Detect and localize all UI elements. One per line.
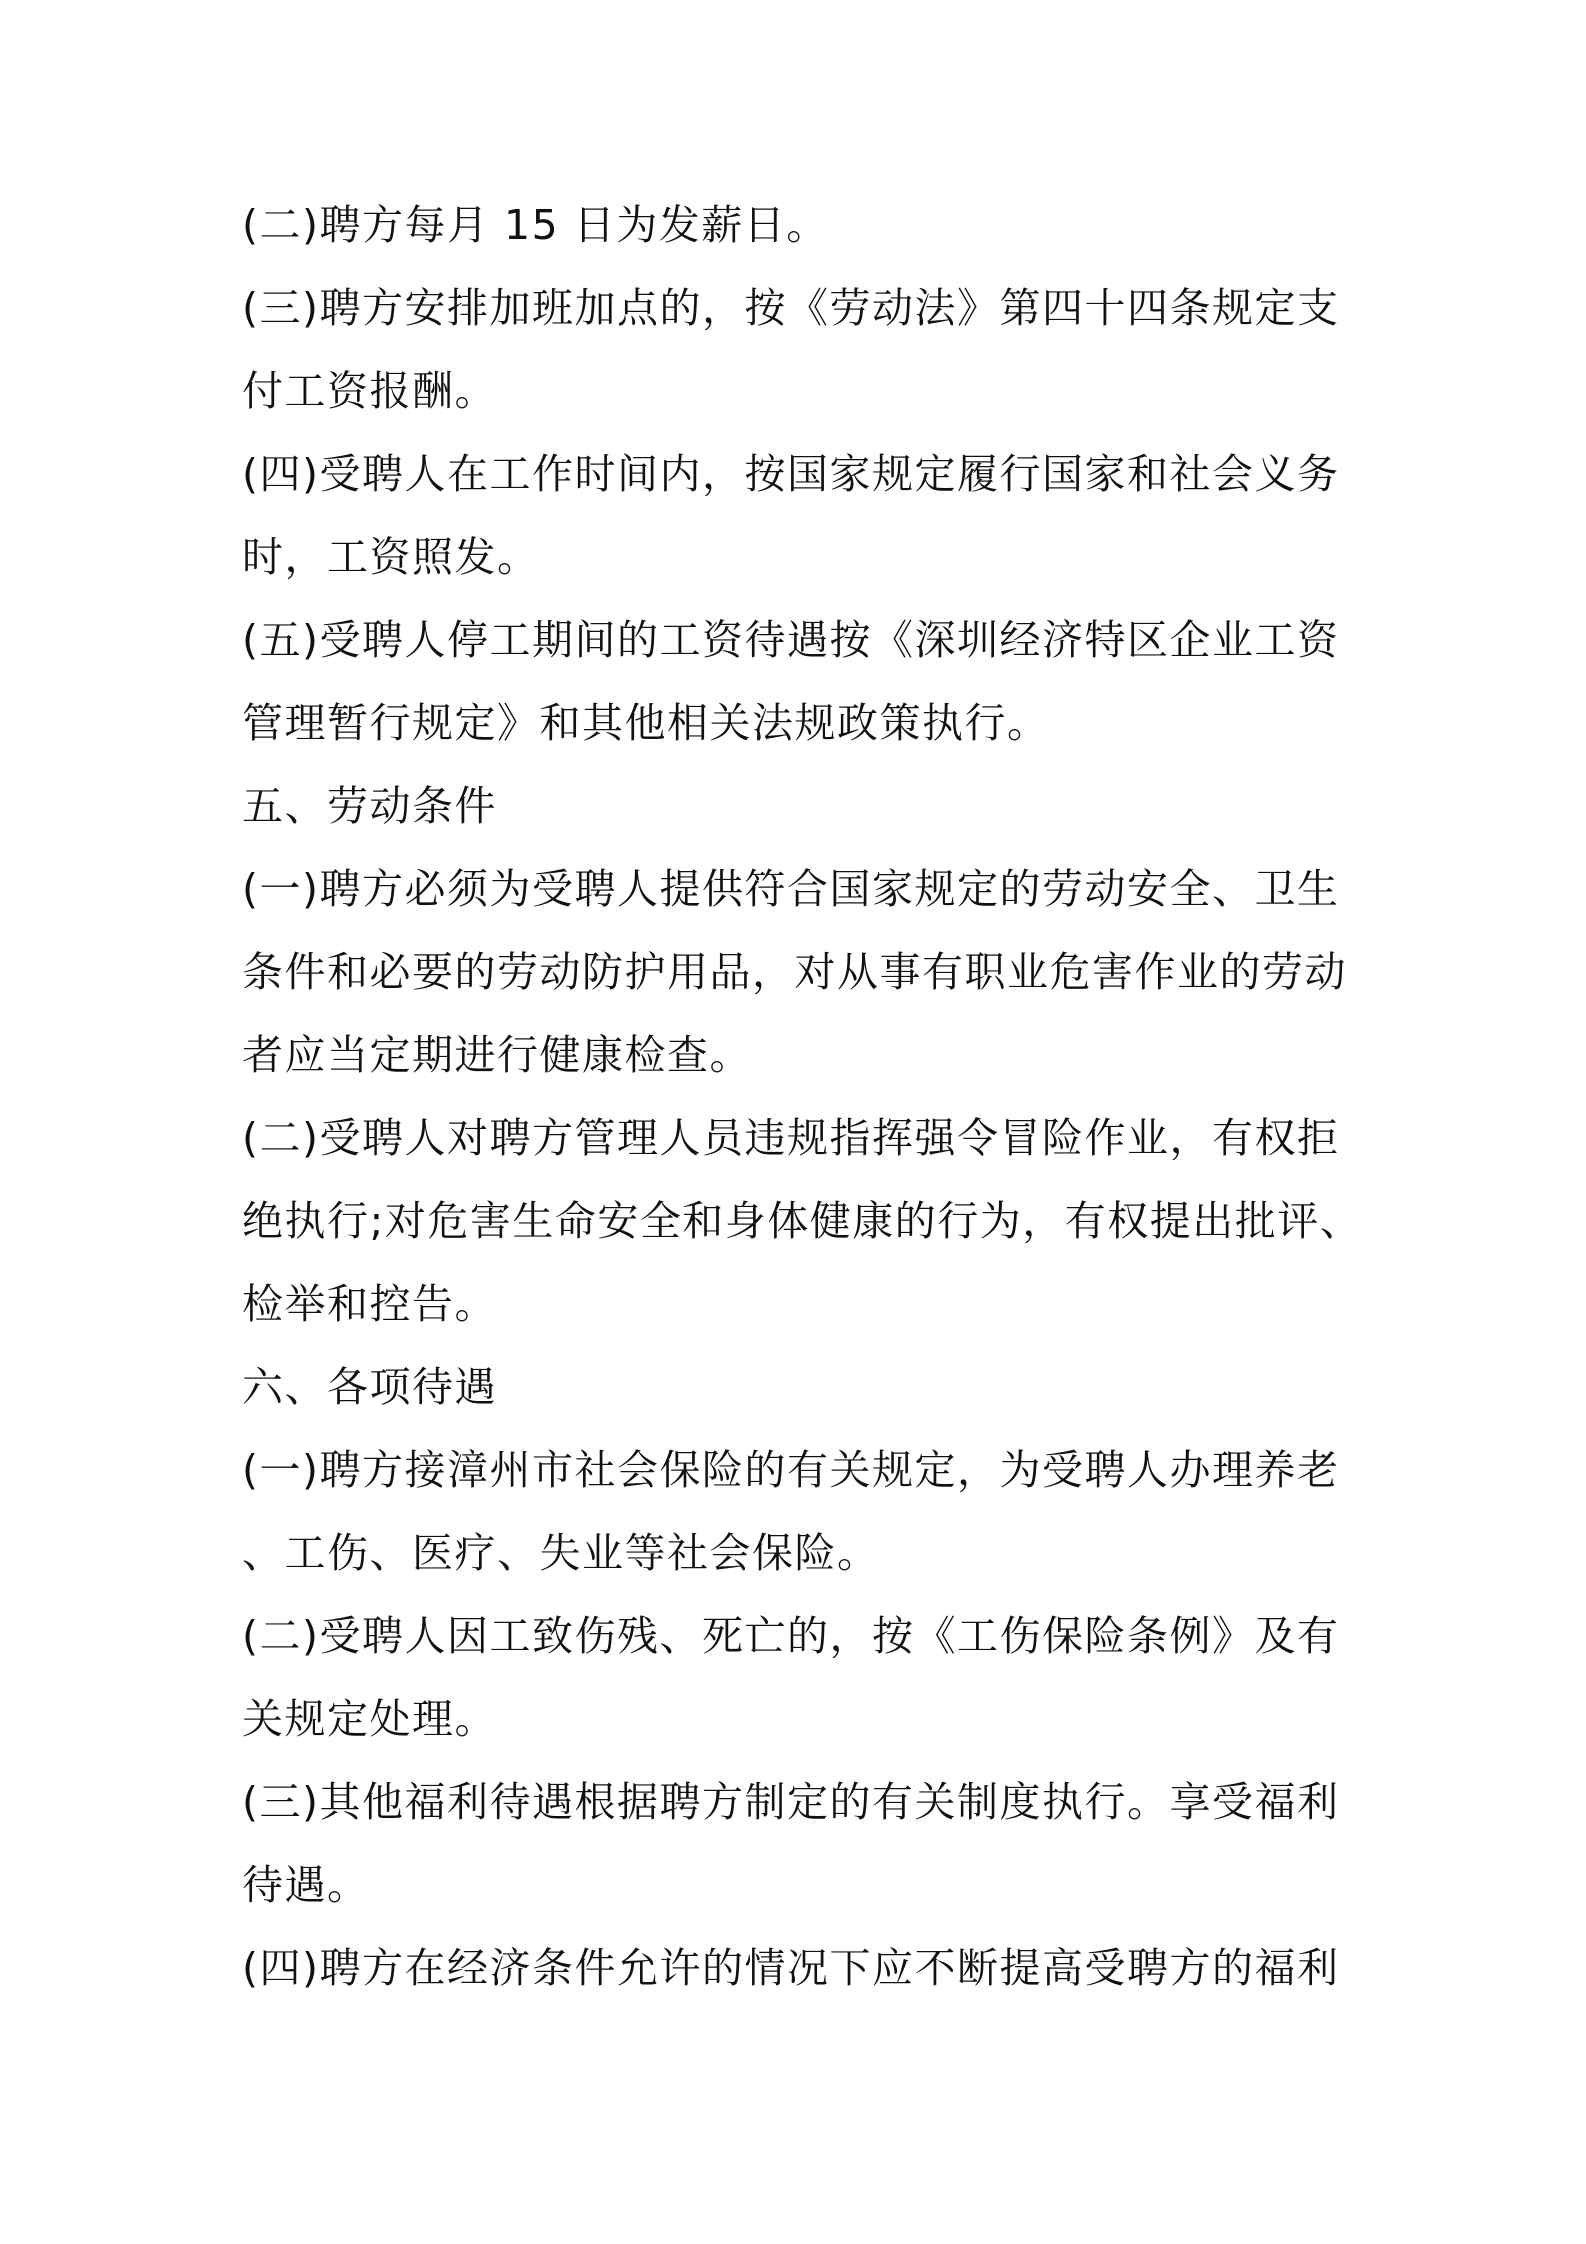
text-line: 关规定处理。	[242, 1695, 497, 1743]
text-line: (五)受聘人停工期间的工资待遇按《深圳经济特区企业工资	[242, 616, 1340, 664]
section-heading: 六、各项待遇	[242, 1363, 497, 1411]
text-line: (二)受聘人因工致伤残、死亡的，按《工伤保险条例》及有	[242, 1612, 1340, 1660]
text-line: (三)其他福利待遇根据聘方制定的有关制度执行。享受福利	[242, 1778, 1340, 1826]
text-line: 时，工资照发。	[242, 533, 540, 581]
text-line: (一)聘方接漳州市社会保险的有关规定，为受聘人办理养老	[242, 1446, 1340, 1494]
text-line: (四)受聘人在工作时间内，按国家规定履行国家和社会义务	[242, 450, 1340, 498]
section-heading: 五、劳动条件	[242, 782, 497, 830]
text-line: (四)聘方在经济条件允许的情况下应不断提高受聘方的福利	[242, 1944, 1340, 1992]
text-line: 条件和必要的劳动防护用品，对从事有职业危害作业的劳动	[242, 948, 1347, 996]
text-line: (一)聘方必须为受聘人提供符合国家规定的劳动安全、卫生	[242, 865, 1340, 913]
text-line: 检举和控告。	[242, 1280, 497, 1328]
text-line: 管理暂行规定》和其他相关法规政策执行。	[242, 699, 1050, 747]
text-line: 绝执行;对危害生命安全和身体健康的行为，有权提出批评、	[242, 1197, 1363, 1245]
text-line: 待遇。	[242, 1861, 370, 1909]
text-line: 付工资报酬。	[242, 367, 497, 415]
text-line: (二)聘方每月 15 日为发薪日。	[242, 201, 829, 249]
text-line: 者应当定期进行健康检查。	[242, 1031, 752, 1079]
text-line: (二)受聘人对聘方管理人员违规指挥强令冒险作业，有权拒	[242, 1114, 1340, 1162]
text-line: (三)聘方安排加班加点的，按《劳动法》第四十四条规定支	[242, 284, 1340, 332]
text-line: 、工伤、医疗、失业等社会保险。	[242, 1529, 880, 1577]
